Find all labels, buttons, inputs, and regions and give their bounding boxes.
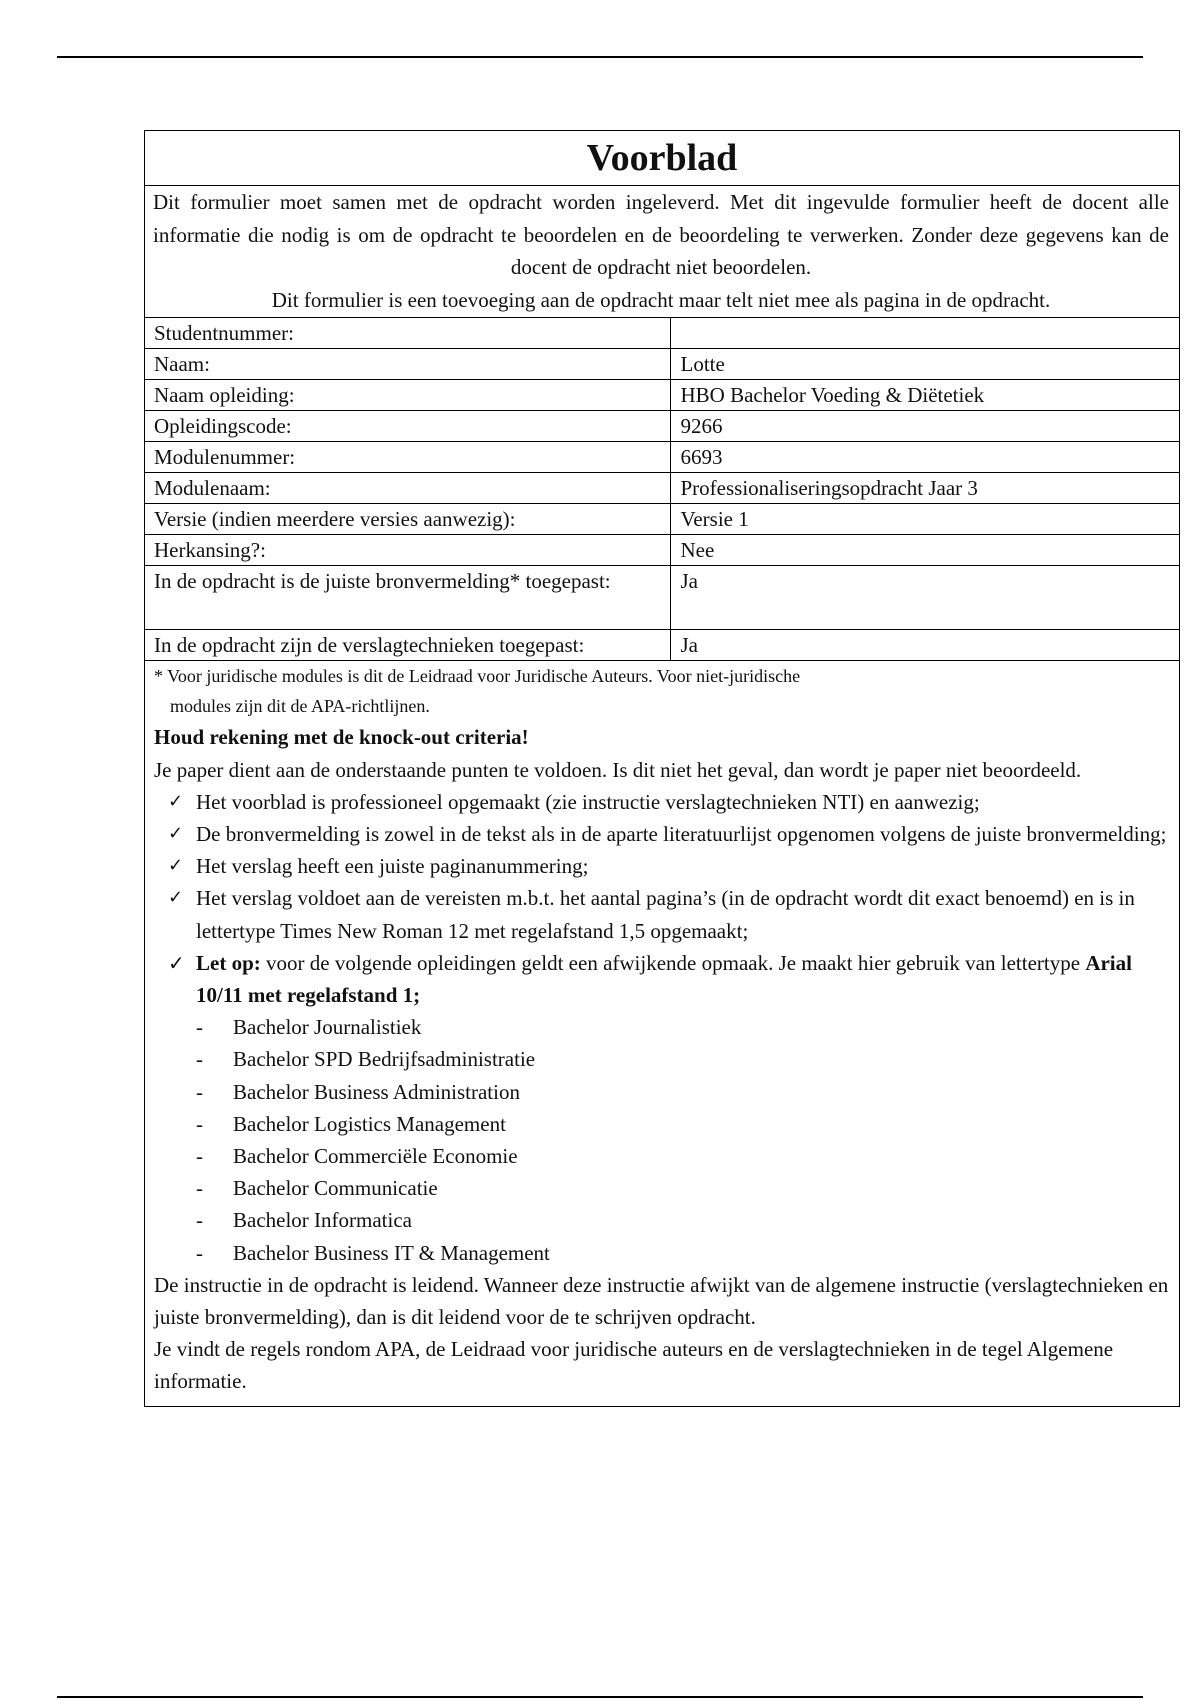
program-name: Bachelor SPD Bedrijfsadministratie	[233, 1047, 536, 1072]
header-rule	[57, 56, 1143, 58]
field-label: Opleidingscode:	[145, 411, 670, 442]
list-item	[154, 1076, 1169, 1108]
intro-section	[145, 186, 1179, 318]
field-label: In de opdracht is de juiste bronvermelding* toegepast:	[145, 566, 670, 630]
list-item	[154, 818, 1169, 850]
notes-section	[145, 661, 1179, 1405]
checkmark-icon: ✓	[168, 855, 184, 877]
dash-bullet-icon: -	[196, 1143, 203, 1168]
field-label: Studentnummer:	[145, 318, 670, 349]
program-name: Bachelor Informatica	[233, 1208, 412, 1233]
table-row	[145, 318, 1179, 349]
table-row	[145, 380, 1179, 411]
closing-paragraph: Je vindt de regels rondom APA, de Leidraad voor juridische auteurs en de verslagtechnieken in de tegel Algemene informatie.	[154, 1337, 1114, 1394]
program-name: Bachelor Commerciële Economie	[233, 1143, 518, 1168]
dash-bullet-icon: -	[196, 1015, 203, 1040]
checkmark-icon: ✓	[168, 887, 184, 909]
cover-sheet-form	[144, 130, 1180, 1407]
field-label: Versie (indien meerdere versies aanwezig):	[145, 504, 670, 535]
letop-emphasis: Arial 10/11 met regelafstand 1;	[196, 950, 1132, 1007]
program-name: Bachelor Communicatie	[233, 1176, 438, 1201]
field-label: Naam:	[145, 349, 670, 380]
field-value: 6693	[670, 442, 1179, 473]
field-label: Herkansing?:	[145, 535, 670, 566]
footnote-line: * Voor juridische modules is dit de Leidraad voor Juridische Auteurs. Voor niet-juridische	[154, 666, 801, 687]
field-value: Ja	[670, 566, 1179, 630]
list-item	[154, 947, 1169, 1011]
list-item	[154, 1172, 1169, 1204]
letop-lead: Let op:	[196, 950, 261, 975]
table-row	[145, 504, 1179, 535]
table-row	[145, 566, 1179, 630]
checkmark-icon: ✓	[168, 790, 184, 812]
field-value: Professionaliseringsopdracht Jaar 3	[670, 473, 1179, 504]
list-item	[154, 1011, 1169, 1043]
list-item	[154, 850, 1169, 882]
list-item	[154, 1204, 1169, 1236]
letop-text: voor de volgende opleidingen geldt een afwijkende opmaak. Je maakt hier gebruik van lettertype	[260, 950, 1086, 975]
program-list	[154, 1011, 1169, 1269]
intro-note: Dit formulier is een toevoeging aan de opdracht maar telt niet mee als pagina in de opdracht.	[271, 287, 1051, 312]
footnote-line: modules zijn dit de APA-richtlijnen.	[170, 696, 430, 717]
field-label: Modulenaam:	[145, 473, 670, 504]
field-value: Lotte	[670, 349, 1179, 380]
knockout-heading: Houd rekening met de knock-out criteria!	[154, 725, 529, 750]
table-row	[145, 473, 1179, 504]
table-row	[145, 442, 1179, 473]
field-value: Versie 1	[670, 504, 1179, 535]
closing-paragraph: De instructie in de opdracht is leidend. Wanneer deze instructie afwijkt van de algemene instructie (verslagtechnieken en juiste bronvermelding), dan is dit leidend voor de te schrijven opdracht.	[154, 1272, 1169, 1329]
field-label: In de opdracht zijn de verslagtechnieken toegepast:	[145, 630, 670, 661]
check-text: Het verslag heeft een juiste paginanummering;	[196, 854, 589, 879]
program-name: Bachelor Business Administration	[233, 1079, 520, 1104]
list-item	[154, 1108, 1169, 1140]
field-value: HBO Bachelor Voeding & Diëtetiek	[670, 380, 1179, 411]
table-row	[145, 349, 1179, 380]
list-item	[154, 882, 1169, 946]
dash-bullet-icon: -	[196, 1240, 203, 1265]
program-name: Bachelor Business IT & Management	[233, 1240, 550, 1265]
dash-bullet-icon: -	[196, 1176, 203, 1201]
table-row	[145, 535, 1179, 566]
check-text: Het verslag voldoet aan de vereisten m.b.t. het aantal pagina’s (in de opdracht wordt dit exact benoemd) en is in lettertype Times New Roman 12 met regelafstand 1,5 opgemaakt;	[196, 886, 1135, 943]
dash-bullet-icon: -	[196, 1208, 203, 1233]
check-text: Het voorblad is professioneel opgemaakt (zie instructie verslagtechnieken NTI) en aanwezig;	[196, 789, 980, 814]
field-label: Modulenummer:	[145, 442, 670, 473]
check-text: De bronvermelding is zowel in de tekst als in de aparte literatuurlijst opgenomen volgens de juiste bronvermelding;	[196, 821, 1167, 846]
field-value	[670, 318, 1179, 349]
page-title: Voorblad	[145, 131, 1179, 186]
table-row	[145, 411, 1179, 442]
list-item	[154, 1043, 1169, 1075]
dash-bullet-icon: -	[196, 1079, 203, 1104]
intro-paragraph: Dit formulier moet samen met de opdracht worden ingeleverd. Met dit ingevulde formulier heeft de docent alle informatie die nodig is om de opdracht te beoordelen en de beoordeling te verwerken. Zonder deze gegevens kan de docent de opdracht niet beoordelen.	[153, 190, 1169, 279]
program-name: Bachelor Journalistiek	[233, 1015, 422, 1040]
checkmark-icon: ✓	[168, 950, 185, 975]
program-name: Bachelor Logistics Management	[233, 1111, 506, 1136]
field-value: 9266	[670, 411, 1179, 442]
list-item	[154, 1140, 1169, 1172]
footer-rule	[57, 1696, 1143, 1698]
checkmark-icon: ✓	[168, 822, 184, 844]
student-info-table	[145, 318, 1179, 661]
field-value: Ja	[670, 630, 1179, 661]
footnote	[154, 661, 1169, 721]
list-item	[154, 786, 1169, 818]
dash-bullet-icon: -	[196, 1047, 203, 1072]
dash-bullet-icon: -	[196, 1111, 203, 1136]
list-item	[154, 1237, 1169, 1269]
knockout-checklist	[154, 786, 1169, 1011]
field-label: Naam opleiding:	[145, 380, 670, 411]
knockout-intro: Je paper dient aan de onderstaande punten te voldoen. Is dit niet het geval, dan wordt je paper niet beoordeeld.	[154, 757, 1082, 782]
table-row	[145, 630, 1179, 661]
field-value: Nee	[670, 535, 1179, 566]
